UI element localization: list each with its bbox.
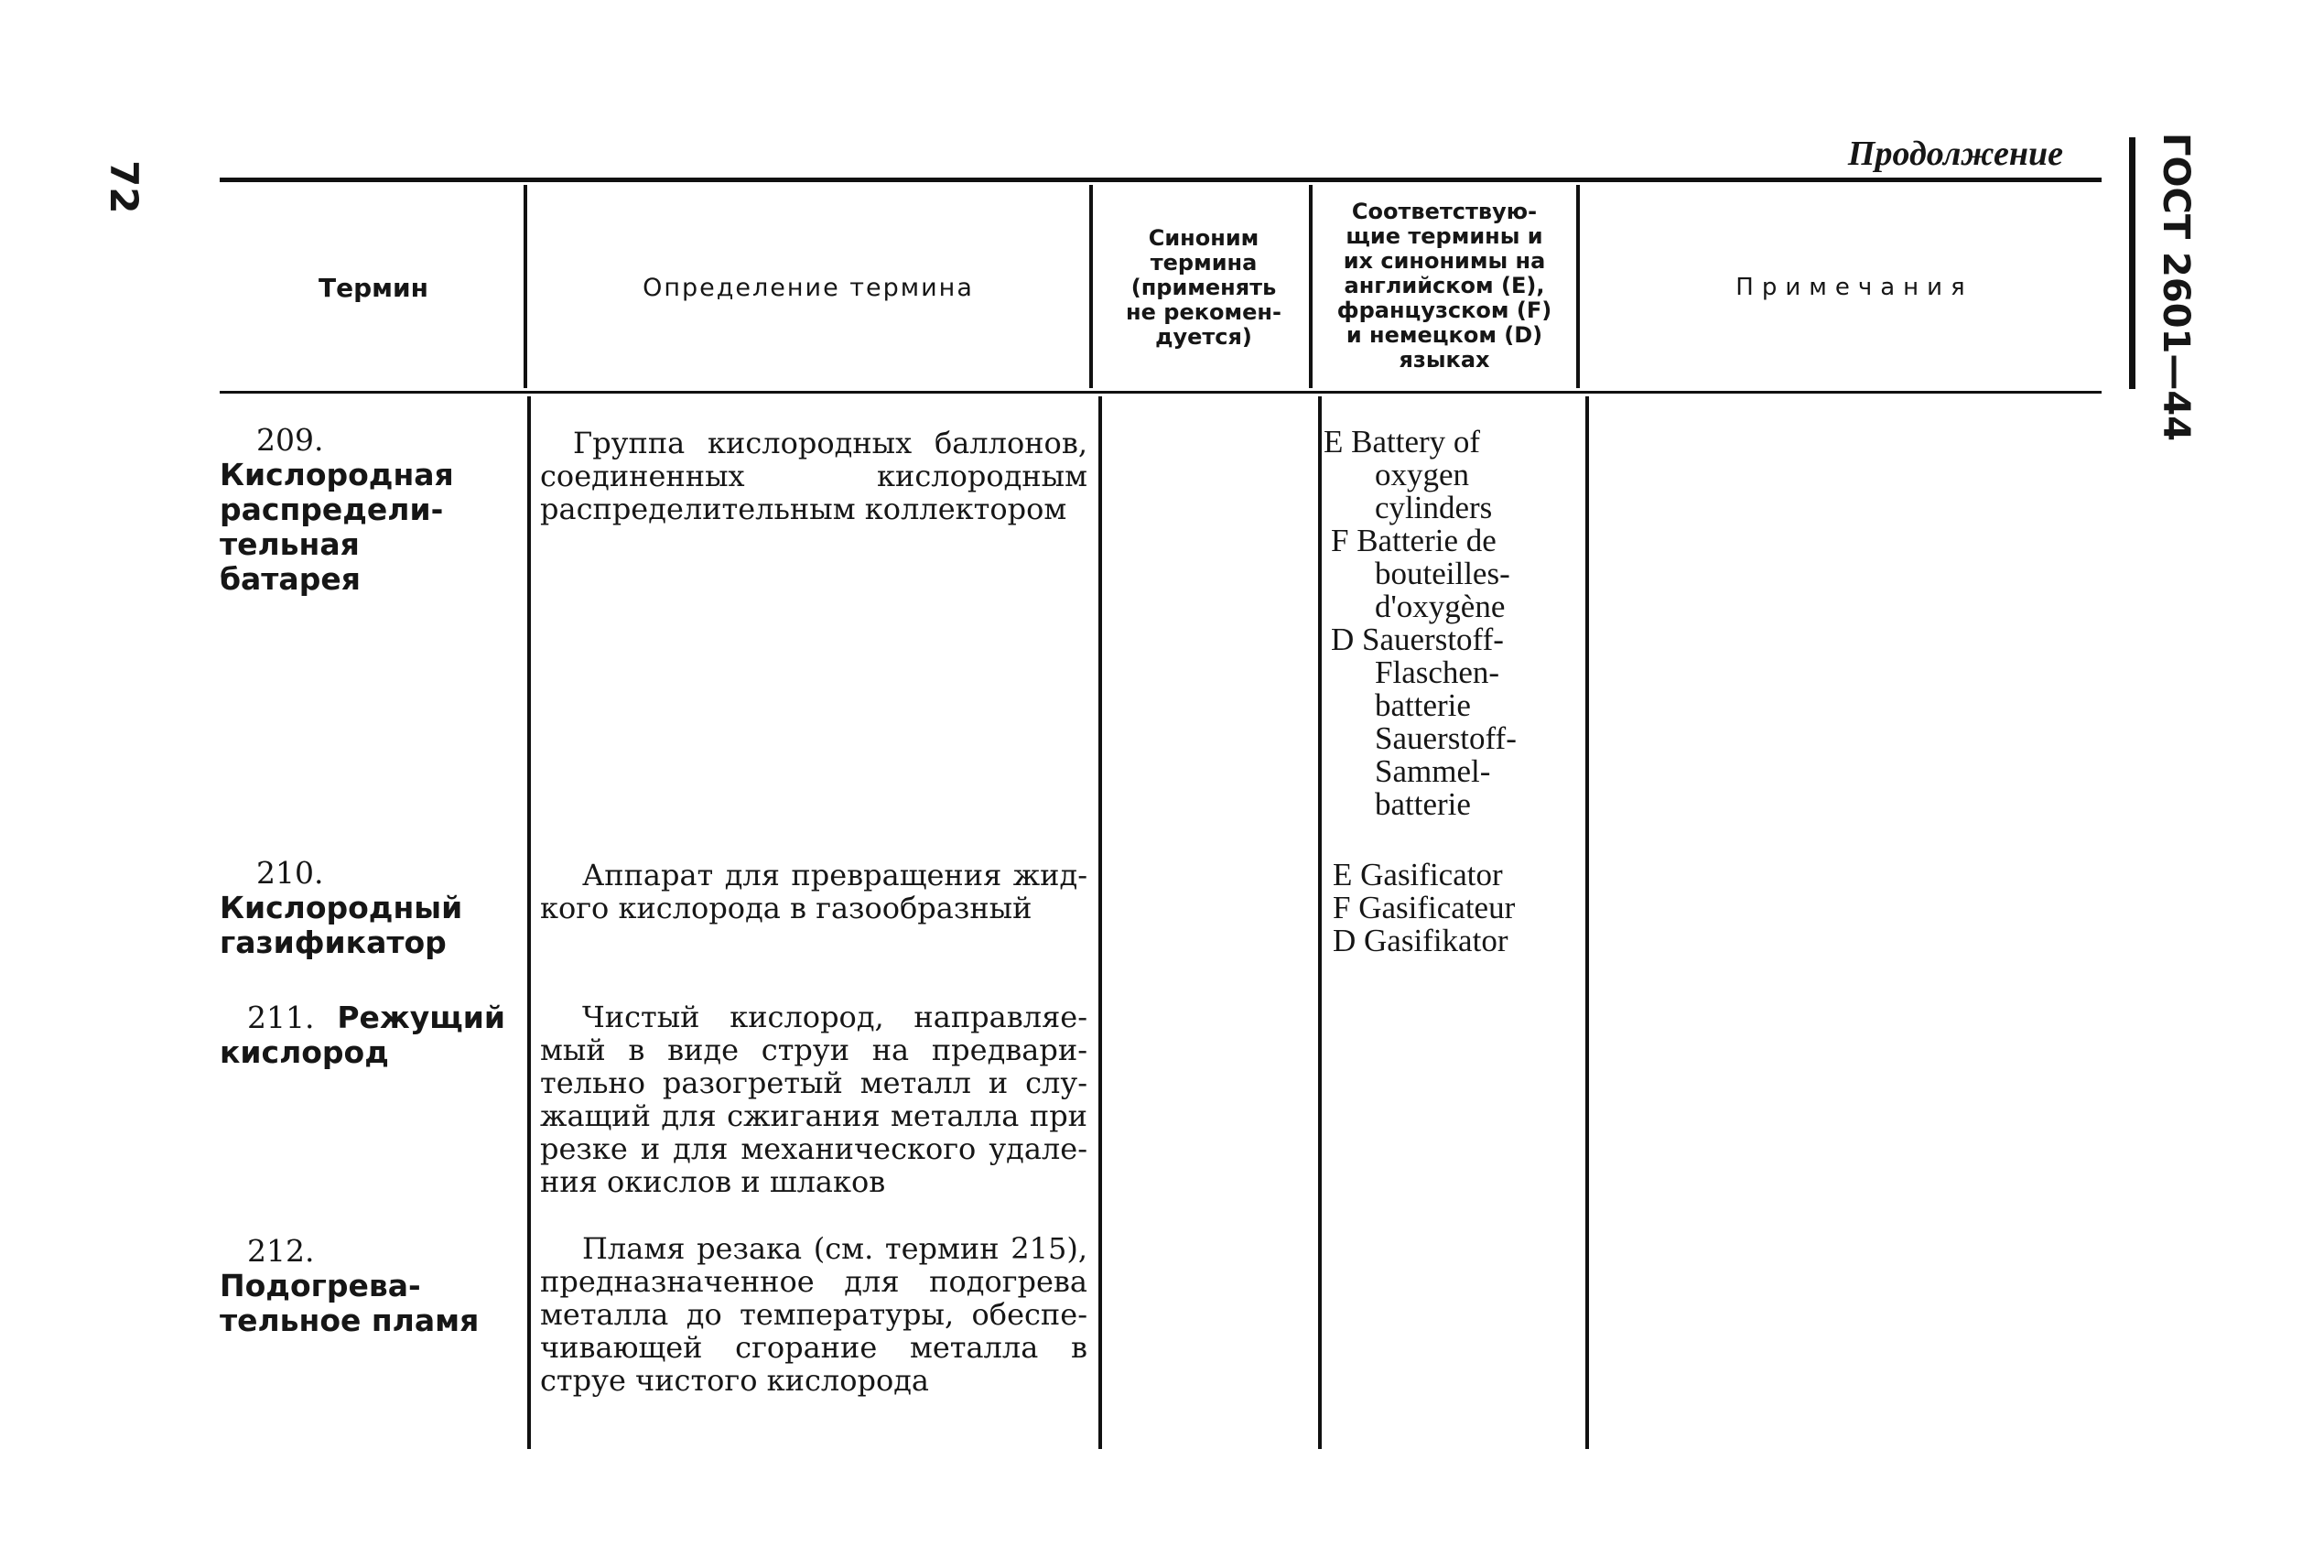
column-divider-1 bbox=[524, 185, 527, 388]
equivalent-line: Sauerstoff- bbox=[1375, 720, 1517, 756]
column-divider-2 bbox=[1089, 185, 1093, 388]
equivalent-line: F Batterie de bbox=[1331, 523, 1497, 558]
header-synonym: Синоним термина (применять не рекомен- дуется) bbox=[1126, 224, 1281, 350]
table-top-rule bbox=[220, 178, 2102, 182]
term-209 bbox=[220, 423, 505, 597]
term-name: Подогревательное пламя bbox=[220, 1268, 480, 1338]
continuation-label: Продолжение bbox=[1847, 135, 2063, 173]
term-number: 210. bbox=[256, 855, 324, 891]
term-211 bbox=[220, 1000, 505, 1070]
header-term: Термин bbox=[319, 272, 428, 303]
term-212 bbox=[220, 1234, 505, 1338]
column-divider-3-body bbox=[1318, 396, 1322, 1449]
equivalent-line: cylinders bbox=[1375, 490, 1493, 525]
equivalent-line: Flaschen- bbox=[1375, 654, 1500, 690]
equivalent-line: d'oxygène bbox=[1375, 589, 1506, 624]
equivalent-line: D Gasifikator bbox=[1333, 923, 1508, 958]
header-definition: Определение термина bbox=[643, 273, 974, 302]
side-rule bbox=[2129, 137, 2135, 389]
column-divider-1-body bbox=[527, 396, 531, 1449]
equivalents-209 bbox=[1324, 426, 1580, 821]
equivalent-line: bouteilles- bbox=[1375, 556, 1510, 591]
column-divider-4 bbox=[1576, 185, 1580, 388]
term-name: Кислородная распределительная батарея bbox=[220, 457, 454, 597]
header-notes: Примечания bbox=[1735, 274, 1973, 301]
equivalent-line: batterie bbox=[1375, 786, 1471, 822]
term-number: 209. bbox=[256, 422, 324, 458]
definition-211: Чистый кислород, направляемый в виде струи на предварительно разогретый металл и служащий для сжигания металла при резке и для механического удаления окислов и шлаков bbox=[540, 1000, 1087, 1199]
equivalent-line: batterie bbox=[1375, 687, 1471, 723]
equivalent-line: Sammel- bbox=[1375, 753, 1491, 789]
header-equivalents: Соответствую- щие термины и их синонимы на английском (Е), французском (F) и немецком (D) языках bbox=[1336, 199, 1552, 373]
equivalents-210 bbox=[1333, 859, 1589, 957]
term-number: 211. bbox=[247, 1000, 315, 1035]
table-header-rule bbox=[220, 391, 2102, 394]
equivalent-line: D Sauerstoff- bbox=[1331, 622, 1504, 657]
term-210 bbox=[220, 856, 505, 960]
equivalent-line: E Battery of bbox=[1324, 424, 1481, 460]
term-name: Режущий кислород bbox=[220, 1000, 505, 1070]
equivalent-line: E Gasificator bbox=[1333, 857, 1503, 892]
term-name: Кислородный газификатор bbox=[220, 890, 463, 960]
equivalent-line: oxygen bbox=[1375, 457, 1470, 492]
term-number: 212. bbox=[247, 1233, 315, 1269]
equivalent-line: F Gasificateur bbox=[1333, 890, 1516, 925]
page-number: 72 bbox=[102, 160, 146, 214]
column-divider-2-body bbox=[1098, 396, 1102, 1449]
definition-212: Пламя резака (см. термин 215), предназначенное для подогрева металла до температуры, обеспечивающей сгорание металла в струе чистого кислорода bbox=[540, 1231, 1087, 1398]
definition-210: Аппарат для превращения жидкого кислорода в газообразный bbox=[540, 858, 1087, 925]
definition-209: Группа кислородных баллонов, соединенных кислородным распределительным коллектором bbox=[540, 426, 1087, 526]
standard-designation: ГОСТ 2601—44 bbox=[2155, 133, 2197, 442]
